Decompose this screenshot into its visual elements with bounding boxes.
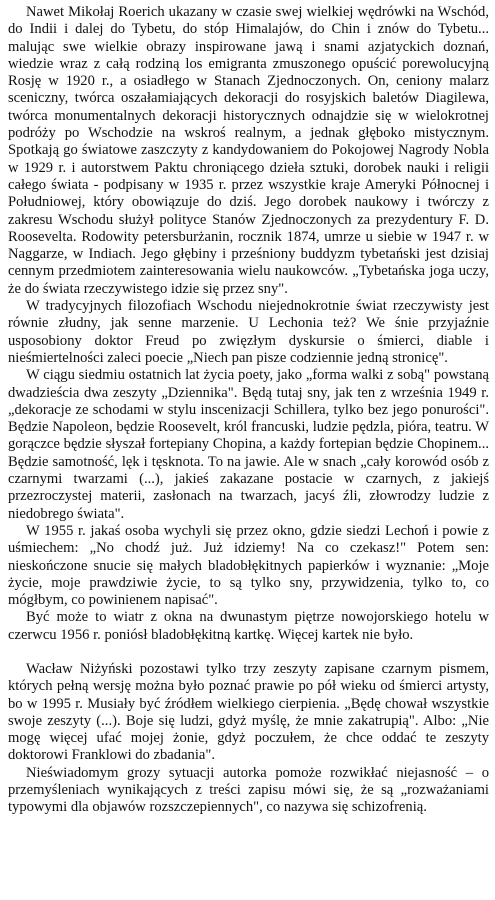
paragraph: Nawet Mikołaj Roerich ukazany w czasie swej wielkiej wędrówki na Wschód, do Indii i dalej do Tybetu, do stóp Himalajów, do Chin i znów do Tybetu... malując swe wielkie obrazy inspirowane jawą i snami azjatyckich doznań, wiedzie wraz z całą rodziną los emigranta zmuszonego opuścić porewolucyjną Rosję w 1920 r., a osiadłego w Stanach Zjednoczonych. On, ceniony malarz sceniczny, twórca oszałamiających dekoracji do rosyjskich baletów Diagilewa, twórca monumentalnych dekoracji historycznych odnajdzie się w wielokrotnej podróży po Wschodzie na wskroś realnym, a jednak głęboko mistycznym. Spotkają go światowe zaszczyty z kandydowaniem do Pokojowej Nagrody Nobla w 1929 r. i autorstwem Paktu chroniącego dzieła sztuki, dorobek nauki i religii całego świata - podpisany w 1935 r. przez wszystkie kraje Ameryki Północnej i Południowej, który obowiązuje do dziś. Jego dorobek naukowy i twórczy z zakresu Wschodu służył polityce Stanów Zjednoczonych za prezydentury F. D. Roosevelta. Rodowity petersburżanin, rocznik 1874, umrze u siebie w 1947 r. w Naggarze, w Indiach. Jego głębiny i prześniony buddyzm tybetański jest dzisiaj cennym przedmiotem zainteresowania wielu naukowców. „Tybetańska joga uczy, że do świata rzeczywistego idzie się przez sny". (8, 4, 489, 297)
paragraph: Wacław Niżyński pozostawi tylko trzy zeszyty zapisane czarnym pismem, których pełną wersję można było poznać prawie po pół wieku od śmierci artysty, bo w 1995 r. Musiały być źródłem wielkiego cierpienia. „Będę chował wszystkie swoje zeszyty (...). Boje się ludzi, gdyż myślę, że mnie zakatrupią". Albo: „Nie mogę więcej ufać mojej żonie, gdyż poczułem, że chce oddać te zeszyty doktorowi Franklowi do zbadania". (8, 660, 489, 764)
paragraph: Być może to wiatr z okna na dwunastym piętrze nowojorskiego hotelu w czerwcu 1956 r. poniósł bladobłękitną kartkę. Więcej kartek nie było. (8, 609, 489, 643)
section-gap (8, 644, 489, 661)
text-section-bottom (8, 661, 489, 817)
text-section-top (8, 4, 489, 644)
paragraph: W ciągu siedmiu ostatnich lat życia poety, jako „forma walki z sobą" powstaną dwadzieścia dwa zeszyty „Dziennika". Będą tutaj sny, jak ten z września 1949 r. „dekoracje ze schodami w stylu inscenizacji Schillera, tylko bez jego ponurości". Będzie Napoleon, będzie Roosevelt, król francuski, ludzie pędzla, pióra, teatru. W gorączce będzie słyszał fortepiany Chopina, a każdy fortepian będzie Chopinem... Będzie samotność, lęk i tęsknota. To na jawie. Ale w snach „cały korowód osób z czarnymi twarzami (...), jakieś zakazane postacie w czarnych, z jakiejś przezroczystej materii, zasłonach na twarzach, jacyś źli, złowrodzy ludzie z niedobrego świata". (8, 367, 489, 522)
paragraph: W tradycyjnych filozofiach Wschodu niejednokrotnie świat rzeczywisty jest równie złudny, jak senne marzenie. U Lechonia też? We śnie przyjaźnie usposobiony doktor Freud po zwięzłym dyskursie o śmierci, diable i nieśmiertelności zaleci poecie „Niech pan pisze codziennie jedną stronicę". (8, 298, 489, 366)
paragraph: Nieświadomym grozy sytuacji autorka pomoże rozwikłać niejasność – o przemyśleniach wynikających z treści zapisu mówi się, że są „rozważaniami typowymi dla objawów rozszczepiennych", co nazywa się schizofrenią. (8, 764, 489, 816)
paragraph: W 1955 r. jakaś osoba wychyli się przez okno, gdzie siedzi Lechoń i powie z uśmiechem: „No chodź już. Już idziemy! Na co czekasz!" Potem sen: nieskończone snucie się małych bladobłękitnych papierków i wyznanie: „Moje życie, moje prawdziwie życie, to są tylko sny, przywidzenia, tylko to, co mógłbym, co powinienem napisać". (8, 522, 489, 609)
